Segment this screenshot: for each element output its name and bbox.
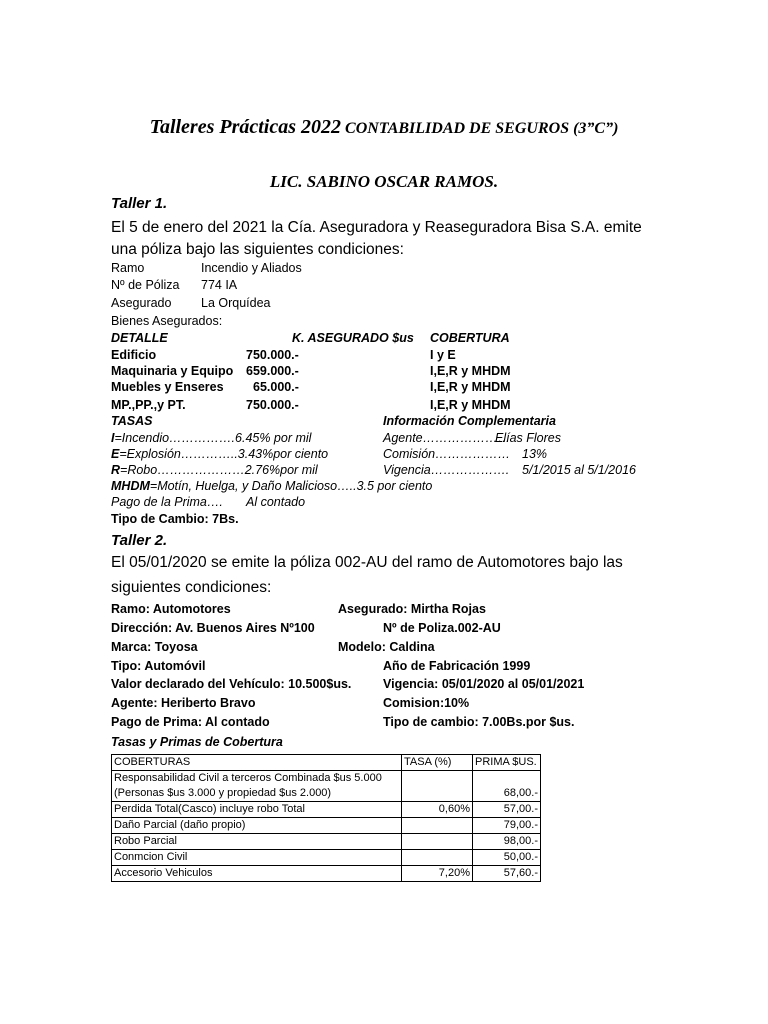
item-monto: 750.000.- <box>246 398 299 412</box>
cell-cobertura: Accesorio Vehiculos <box>112 866 402 882</box>
tasa-text: =Robo…………………2.76%por mil <box>120 463 318 477</box>
table-row <box>112 850 541 866</box>
header-prima: PRIMA $US. <box>473 755 541 771</box>
header-tasa: TASA (%) <box>402 755 473 771</box>
tasas-primas-title: Tasas y Primas de Cobertura <box>111 735 283 749</box>
t2-agente: Agente: Heriberto Bravo <box>111 696 256 710</box>
cell-tasa: 0,60% <box>402 802 473 818</box>
cell-prima <box>473 771 541 787</box>
tasa-incendio <box>111 431 311 445</box>
t2-modelo: Modelo: Caldina <box>338 640 435 654</box>
item-detalle: MP.,PP.,y PT. <box>111 398 186 412</box>
taller1-intro: El 5 de enero del 2021 la Cía. Aseguradora y Reaseguradora Bisa S.A. emite una póliza bajo las siguientes condiciones: <box>111 219 642 258</box>
item-monto: 659.000.- <box>246 364 299 378</box>
t2-poliza: Nº de Poliza.002-AU <box>383 621 501 635</box>
col-header-detalle: DETALLE <box>111 331 168 345</box>
taller2-heading: Taller 2. <box>111 532 168 549</box>
field-value-poliza: 774 IA <box>201 278 238 292</box>
item-detalle: Muebles y Enseres <box>111 380 224 394</box>
item-cobertura: I,E,R y MHDM <box>430 364 511 378</box>
table-row <box>112 834 541 850</box>
cell-tasa <box>402 834 473 850</box>
tasas-label: TASAS <box>111 414 153 428</box>
cell-cobertura: Conmcion Civil <box>112 850 402 866</box>
item-monto: 750.000.- <box>246 348 299 362</box>
cell-tasa <box>402 786 473 802</box>
tasa-letter: E <box>111 447 120 461</box>
t2-anio-fabricacion: Año de Fabricación 1999 <box>383 659 531 673</box>
item-monto: 65.000.- <box>253 380 299 394</box>
info-label: Información Complementaria <box>383 414 556 428</box>
table-row <box>112 802 541 818</box>
taller2-intro-line1: El 05/01/2020 se emite la póliza 002-AU del ramo de Automotores bajo las <box>111 554 623 571</box>
document-title <box>0 116 768 139</box>
tasa-letter: MHDM <box>111 479 150 493</box>
pago-label: Pago de la Prima…. <box>111 495 223 509</box>
t2-valor-declarado: Valor declarado del Vehículo: 10.500$us. <box>111 677 352 691</box>
t2-pago-prima: Pago de Prima: Al contado <box>111 715 270 729</box>
field-value-ramo: Incendio y Aliados <box>201 261 302 275</box>
t2-marca: Marca: Toyosa <box>111 640 198 654</box>
tasa-mhdm <box>111 479 432 493</box>
header-coberturas: COBERTURAS <box>112 755 402 771</box>
info-comision-label: Comisión……………… <box>383 447 511 461</box>
tipo-cambio: Tipo de Cambio: 7Bs. <box>111 512 239 526</box>
cell-prima: 68,00.- <box>473 786 541 802</box>
cell-cobertura: Responsabilidad Civil a terceros Combinada $us 5.000 <box>112 771 402 787</box>
tasa-text: =Incendio…………….6.45% por mil <box>114 431 312 445</box>
cell-tasa <box>402 818 473 834</box>
info-vigencia-label: Vigencia………………. <box>383 463 510 477</box>
item-detalle: Maquinaria y Equipo <box>111 364 234 378</box>
cell-tasa <box>402 850 473 866</box>
t2-ramo: Ramo: Automotores <box>111 602 231 616</box>
info-agente-value: Elías Flores <box>495 431 561 445</box>
cell-prima: 50,00.- <box>473 850 541 866</box>
table-row <box>112 818 541 834</box>
cell-cobertura: Robo Parcial <box>112 834 402 850</box>
cell-prima: 98,00.- <box>473 834 541 850</box>
tasa-letter: I <box>111 431 115 445</box>
item-detalle: Edificio <box>111 348 157 362</box>
taller2-intro-line2: siguientes condiciones: <box>111 579 272 596</box>
t2-vigencia: Vigencia: 05/01/2020 al 05/01/2021 <box>383 677 585 691</box>
item-cobertura: I,E,R y MHDM <box>430 380 511 394</box>
t2-tipo-cambio: Tipo de cambio: 7.00Bs.por $us. <box>383 715 575 729</box>
tasa-robo <box>111 463 318 477</box>
pago-value: Al contado <box>246 495 306 509</box>
author: LIC. SABINO OSCAR RAMOS. <box>269 172 499 191</box>
cell-prima: 79,00.- <box>473 818 541 834</box>
table-row <box>112 786 541 802</box>
cell-cobertura: Perdida Total(Casco) incluye robo Total <box>112 802 402 818</box>
col-header-k-asegurado: K. ASEGURADO $us <box>292 331 414 345</box>
field-value-asegurado: La Orquídea <box>201 296 271 310</box>
bienes-label: Bienes Asegurados: <box>111 314 223 328</box>
t2-asegurado: Asegurado: Mirtha Rojas <box>338 602 486 616</box>
taller1-heading: Taller 1. <box>111 195 168 212</box>
table-header-row <box>112 755 541 771</box>
field-label-asegurado: Asegurado <box>111 296 172 310</box>
info-vigencia-value: 5/1/2015 al 5/1/2016 <box>522 463 636 477</box>
table-row <box>112 771 541 787</box>
t2-tipo: Tipo: Automóvil <box>111 659 206 673</box>
title-sub: CONTABILIDAD DE SEGUROS (3”C”) <box>345 120 619 137</box>
info-comision-value: 13% <box>522 447 548 461</box>
tasa-text: =Motín, Huelga, y Daño Malicioso…..3.5 por ciento <box>149 479 433 493</box>
info-agente-label: Agente………………… <box>383 431 511 445</box>
tasa-explosion <box>111 447 328 461</box>
coverage-table <box>111 754 541 882</box>
t2-comision: Comision:10% <box>383 696 470 710</box>
cell-tasa: 7,20% <box>402 866 473 882</box>
field-label-ramo: Ramo <box>111 261 145 275</box>
cell-tasa <box>402 771 473 787</box>
table-row <box>112 866 541 882</box>
title-main: Talleres Prácticas 2022 <box>149 116 342 138</box>
cell-cobertura: (Personas $us 3.000 y propiedad $us 2.000) <box>112 786 402 802</box>
col-header-cobertura: COBERTURA <box>430 331 510 345</box>
item-cobertura: I,E,R y MHDM <box>430 398 511 412</box>
cell-prima: 57,00.- <box>473 802 541 818</box>
item-cobertura: I y E <box>430 348 456 362</box>
cell-cobertura: Daño Parcial (daño propio) <box>112 818 402 834</box>
tasa-letter: R <box>111 463 121 477</box>
t2-direccion: Dirección: Av. Buenos Aires Nº100 <box>111 621 315 635</box>
cell-prima: 57,60.- <box>473 866 541 882</box>
field-label-poliza: Nº de Póliza <box>111 278 180 292</box>
tasa-text: =Explosión…………..3.43%por ciento <box>119 447 329 461</box>
